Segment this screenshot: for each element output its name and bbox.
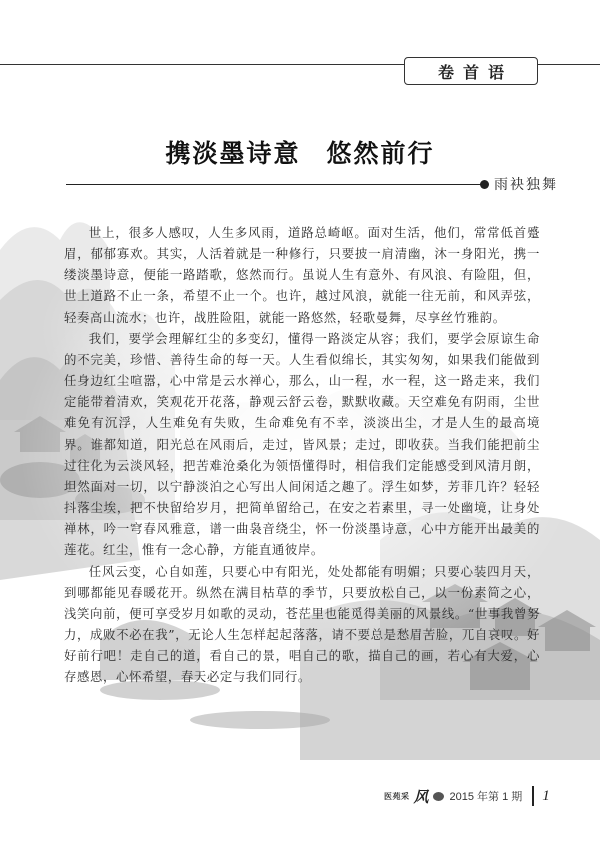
magazine-seal-icon bbox=[433, 792, 444, 801]
author-name: 雨袂独舞 bbox=[494, 177, 558, 193]
paragraph-3: 任风云变，心自如莲，只要心中有阳光，处处都能有明媚；只要心装四月天，到哪都能见春暖花开。纵然在满目枯草的季节，只要放松自己，以一份素简之心，浅笑向前，便可享受岁月如歌的灵动，苍茫里也能觅得美丽的风景线。“世事我曾努力，成败不必在我”，无论人生怎样起起落落，请不要总是愁眉苦脸，兀自哀叹。好好前行吧！走自己的道，看自己的景，唱自己的歌，描自己的画，若心有大爱，心存感恩，心怀希望，春天必定与我们同行。 bbox=[64, 563, 540, 685]
author-rule bbox=[66, 184, 485, 185]
magazine-logo-char: 风 bbox=[413, 787, 429, 806]
article-body bbox=[64, 222, 540, 687]
magazine-name: 医苑采 bbox=[384, 790, 410, 801]
issue-label: 2015 年第 1 期 bbox=[449, 791, 523, 803]
footer-divider bbox=[532, 786, 534, 806]
column-tab bbox=[404, 57, 538, 85]
article-title-part2: 悠然前行 bbox=[326, 139, 435, 168]
paragraph-1: 世上，很多人感叹，人生多风雨，道路总崎岖。面对生活，他们，常常低首蹙眉，郁郁寡欢。其实，人活着就是一种修行，只要披一肩清幽，沐一身阳光，携一缕淡墨诗意，便能一路踏歌，悠然而行。虽说人生有意外、有风浪、有险阻，但，世上道路不止一条，希望不止一个。也许，越过风浪，就能一往无前，和风弄弦，轻奏高山流水；也许，战胜险阻，就能一路悠然，轻歌曼舞，尽享丝竹雅韵。 bbox=[64, 225, 540, 325]
article-title bbox=[0, 134, 600, 170]
page-footer bbox=[384, 787, 550, 805]
column-title: 卷首语 bbox=[437, 62, 513, 82]
author-rule-dot bbox=[480, 180, 489, 189]
article-title-part1: 携淡墨诗意 bbox=[165, 139, 301, 168]
paragraph-2: 我们，要学会理解红尘的多变幻，懂得一路淡定从容；我们，要学会原谅生命的不完美，珍惜、善待生命的每一天。人生看似绵长，其实匆匆，如果我们能做到任身边红尘喧嚣，心中常是云水禅心，那么，山一程，水一程，这一路走来，我们定能带着清欢，笑观花开花落，静观云舒云卷，默默收藏。天空难免有阴雨，尘世难免有沉浮，人生难免有失败，生命难免有不幸，淡淡出尘，才是人生的最高境界。谁都知道，阳光总在风雨后，走过，皆风景；走过，即收获。当我们能把前尘过往化为云淡风轻，把苦难沧桑化为领悟懂得时，相信我们定能感受到风清月朗，坦然面对一切，以宁静淡泊之心写出人间闲适之趣了。浮生如梦，芳菲几许？轻轻抖落尘埃，把不快留给岁月，把简单留给己，在安之若素里，寻一处幽境，让身处禅林，吟一穹春风雅意，谱一曲袅音绕尘，怀一份淡墨诗意，心中方能开出最美的莲花。红尘，惟有一念心静，方能直通彼岸。 bbox=[64, 330, 540, 558]
page-number: 1 bbox=[542, 787, 550, 804]
